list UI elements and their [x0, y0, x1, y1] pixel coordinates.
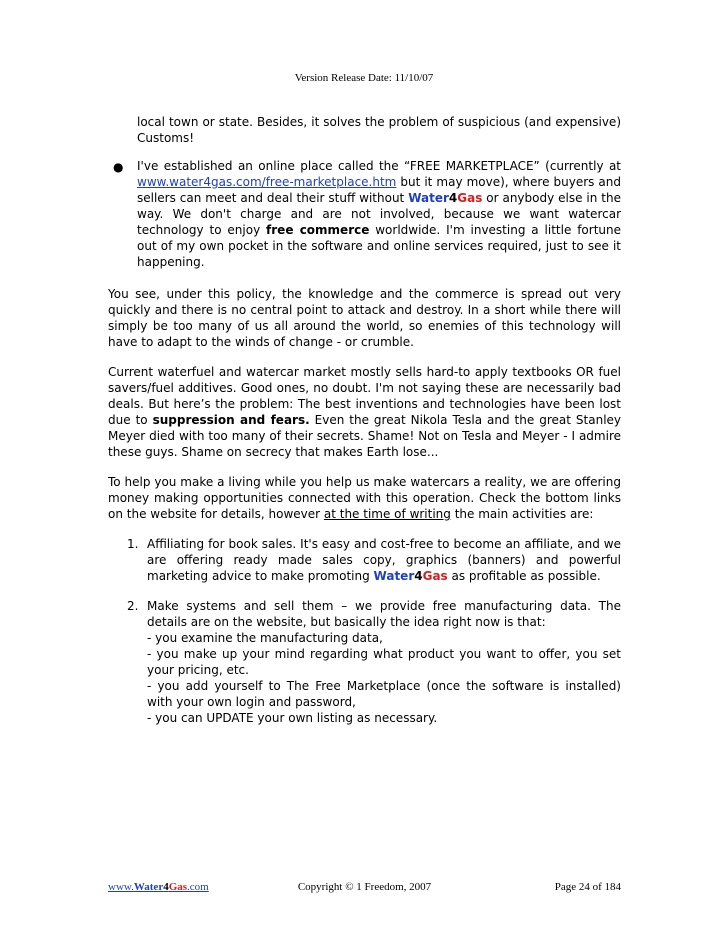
copyright: Copyright © 1 Freedom, 2007 [297, 881, 432, 893]
underlined-text: at the time of writing [323, 507, 451, 521]
list-item [108, 158, 621, 270]
text-run: Make systems and sell them – we provide free manufacturing data. The details are on the website, but basically the idea right now is that: [147, 599, 621, 629]
text-run: To help you make a living while you help us make watercars a reality, we are offering money making opportunities connected with this operation. Check the bottom links on the website for details, however [108, 475, 621, 521]
sub-line: - you can UPDATE your own listing as necessary. [147, 711, 438, 725]
paragraph-text: You see, under this policy, the knowledge and the commerce is spread out very quickly and there is no central point to attack and destroy. In a short while there will simply be too many of us all around the world, so enemies of this technology will have to adapt to the winds of change - or crumble. [108, 287, 621, 349]
list-item [108, 598, 621, 726]
text-run: or anybody else in the way. We don't charge and are not involved, because we want watercar technology to enjoy [137, 191, 621, 237]
paragraph [108, 474, 621, 522]
text-run: Even the great Nikola Tesla and the great Stanley Meyer died with too many of their secrets. Shame! Not on Tesla and Meyer - I admire these guys. Shame on secrecy that makes Earth lose... [108, 413, 622, 459]
list-item [108, 536, 621, 584]
brand-gas: Gas [168, 881, 188, 893]
brand-gas: Gas [457, 191, 483, 205]
brand-gas: Gas [422, 569, 448, 583]
brand-water: Water [133, 881, 164, 893]
paragraph [108, 364, 621, 460]
text-run: as profitable as possible. [447, 569, 601, 583]
sub-line: - you add yourself to The Free Marketplace (once the software is installed) with your own login and password, [147, 679, 621, 709]
page-number: Page 24 of 184 [554, 881, 621, 893]
text-run: worldwide. I'm investing a little fortune out of my own pocket in the software and online services required, just to see it happening. [137, 223, 621, 269]
free-marketplace-link[interactable]: www.water4gas.com/free-marketplace.htm [137, 175, 397, 189]
site-suffix: .com [187, 881, 209, 893]
list-item [108, 114, 621, 146]
bold-suppression: suppression and fears. [152, 413, 310, 427]
brand-water: Water [373, 569, 415, 583]
text-run: the main activities are: [450, 507, 594, 521]
bullet-list [108, 114, 621, 270]
text-run: Current waterfuel and watercar market mostly sells hard-to apply textbooks OR fuel savers/fuel additives. Good ones, no doubt. I'm not saying these are necessarily bad deals. But here’s the problem: The best inventions and technologies have been lost due to [108, 365, 621, 427]
bullet-icon: ● [113, 160, 124, 174]
brand-4: 4 [448, 191, 458, 205]
bold-free-commerce: free commerce [266, 223, 370, 237]
sub-line: - you examine the manufacturing data, [147, 631, 383, 645]
brand-4: 4 [163, 881, 169, 893]
list-number: 1. [127, 537, 139, 551]
page-body [108, 114, 621, 740]
text-run: but it may move), where buyers and sellers can meet and deal their stuff without [137, 175, 621, 205]
brand-water: Water [408, 191, 449, 205]
text-run: Affiliating for book sales. It's easy and cost-free to become an affiliate, and we are offering ready made sales copy, graphics (banners) and powerful marketing advice to make promoting [147, 537, 621, 583]
paragraph [108, 286, 621, 350]
sub-line: - you make up your mind regarding what product you want to offer, you set your pricing, etc. [147, 647, 621, 677]
activities-list [108, 536, 621, 726]
text-run: I've established an online place called the “FREE MARKETPLACE” (currently at [137, 159, 621, 173]
list-number: 2. [127, 599, 139, 613]
list-item-text: local town or state. Besides, it solves the problem of suspicious (and expensive) Customs! [137, 115, 621, 145]
version-release-date: Version Release Date: 11/10/07 [294, 72, 434, 84]
brand-4: 4 [414, 569, 423, 583]
site-prefix: www. [108, 881, 134, 893]
page-header [0, 72, 728, 84]
page-footer [108, 881, 621, 895]
